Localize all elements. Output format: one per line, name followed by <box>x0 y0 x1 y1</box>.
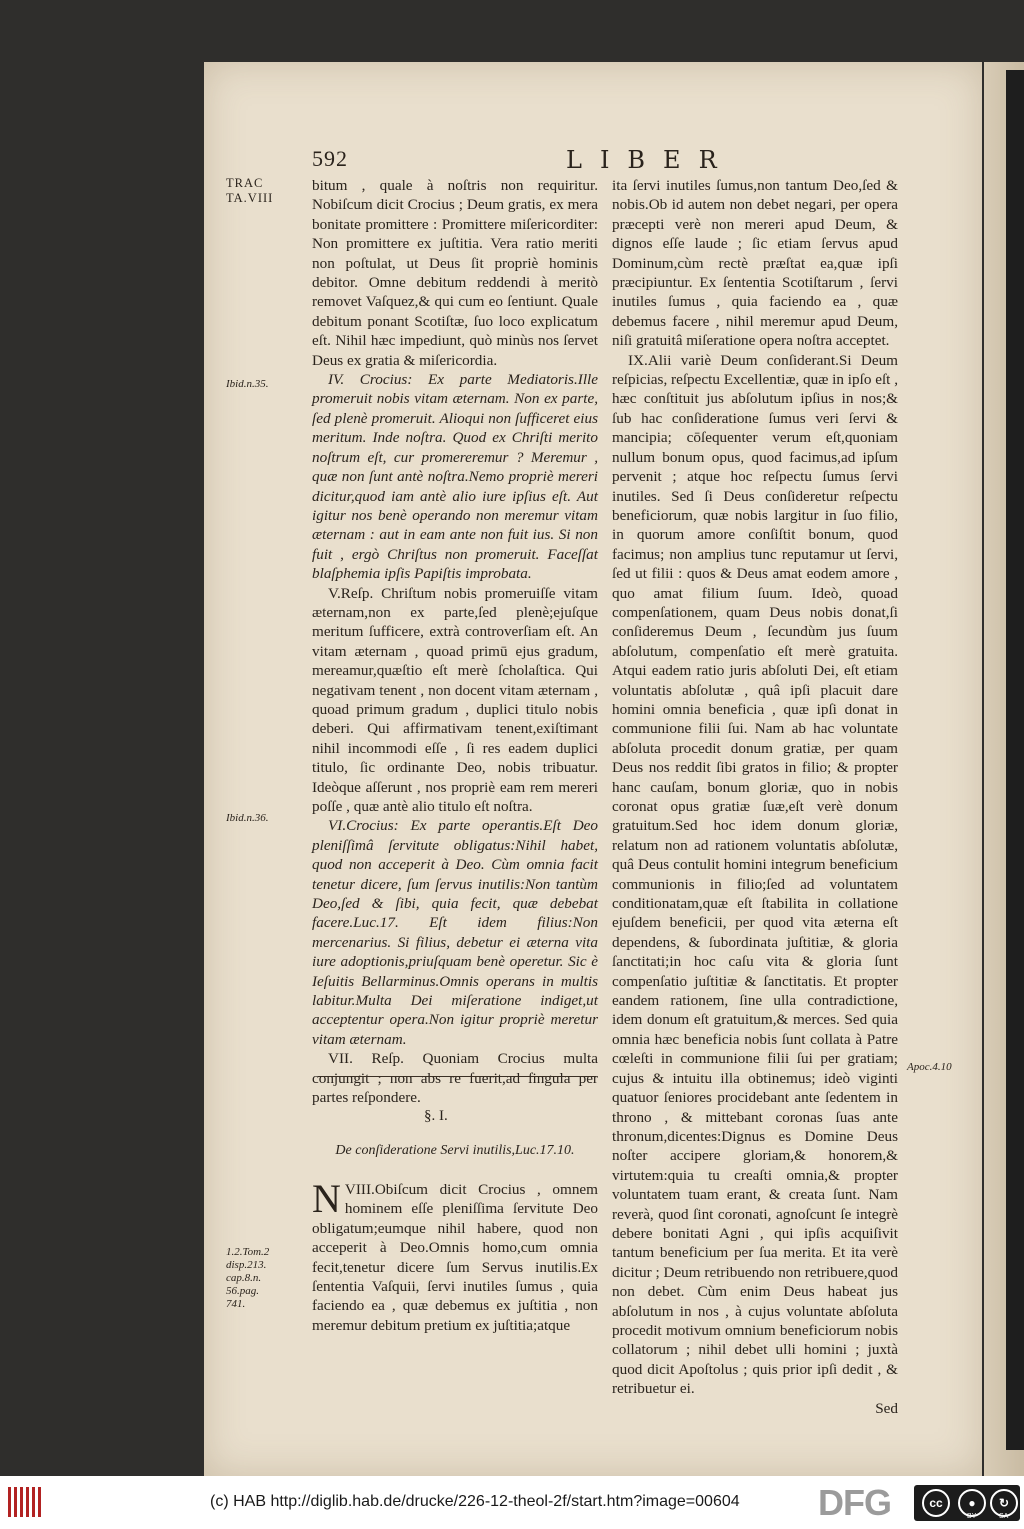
sa-label: SA <box>999 1513 1009 1520</box>
section-subtitle: De conſideratione Servi inutilis,Luc.17.10. <box>335 1143 575 1158</box>
left-column-continued <box>312 1176 598 1335</box>
margin-note-tom: 1.2.Tom.2 disp.213. cap.8.n. 56.pag. 741. <box>226 1246 270 1310</box>
cc-icon: cc <box>922 1489 950 1517</box>
margin-note-trac: TRAC TA.VIII <box>226 176 274 205</box>
paragraph-number: VIII. <box>344 1181 375 1198</box>
section-divider <box>318 1076 596 1079</box>
paragraph <box>312 1176 598 1335</box>
share-alike-icon: ↻ <box>990 1489 1018 1517</box>
paragraph: ita ſervi inutiles ſumus,non tantum Deo,ſed & nobis.Ob id autem non debet negari, per opera præcepti verè non mereri apud Deum, & dignos eſſe laude ; ſic etiam ſervus apud Dominum,cùm rectè præſtat ea,quæ ipſi præcipiuntur. Ex ſententia Scotiſtarum , ſervi inutiles ſumus , quia faciendo ea , quæ debemus facere , nihil meremur apud Deum, niſi gratuitâ miſeratione opera noſtra acceptet. <box>612 177 898 350</box>
hab-logo-icon <box>6 1483 44 1521</box>
paragraph: bitum , quale à noſtris non requiritur. Nobiſcum dicit Crocius ; Deum gratis, ex mera bonitate promittere : Promittere miſericorditer: Non promittere ex juſtitia. Vera ratio meriti non poſtulat, ut Deus ſit propriè hominis debitor. Omne debitum reddendi à meritò removet Vaſquez,& qui cum eo ſentiunt. Quale debitum ponant Scotiſtæ, ſuo loco explicatum eſt. Nihil hæc impediunt, quò minùs nos ſervet Deus ex gratia & miſericordia. <box>312 177 598 369</box>
margin-note-apoc: Apoc.4.10 <box>907 1061 952 1073</box>
left-column <box>312 176 598 1108</box>
margin-note-ibid-36: Ibid.n.36. <box>226 812 269 824</box>
paragraph: IV. Crocius: Ex parte Mediatoris.Ille promeruit nobis vitam æternam. Non ex parte, ſed plenè promeruit. Alioqui non ſufficeret eius meritum. Inde noſtra. Quod ex Chriſti merito noſtrum eſt, cur promereremur ? Meremur , quæ non ſunt antè noſtra.Nemo propriè mereri dicitur,quod iam antè alio iure ipſius eſt. Aut igitur nos benè operando non meremur vitam æternam : aut in eam ante non fuit ius. Si non fuit , ergò Chriſtus non promeruit. Faceſſat blaſphemia ipſis Papiſtis improbata. <box>312 371 598 583</box>
drop-cap: N <box>312 1176 341 1221</box>
cc-license-badge[interactable] <box>914 1485 1020 1521</box>
dfg-logo: DFG <box>818 1482 891 1523</box>
margin-note-ibid-35: Ibid.n.35. <box>226 378 269 390</box>
by-label: BY <box>967 1513 977 1520</box>
paragraph: VI.Crocius: Ex parte operantis.Eſt Deo pleniſſimâ ſervitute obligatus:Nihil habet, quod non acceperit à Deo. Cùm omnia facit tenetur dicere, ſum ſervus inutilis:Non tantùm Deo,ſed & ſibi, quia fecit, quæ debebat facere.Luc.17. Eſt idem filius:Non mercenarius. Si filius, debetur ei æterna vita iure adoptionis,priuſquam benè operetur. Sic è Ieſuitis Bellarminus.Omnis operans in multis labitur.Multa Dei miſeratione indiget,ut acceptentur opera.Non igitur propriè meretur vitam æternam. <box>312 817 598 1048</box>
paragraph: VII. Reſp. Quoniam Crocius multa conjungit ; non abs re fuerit,ad ſingula per partes reſpondere. <box>312 1050 598 1107</box>
running-title: LIBER <box>566 146 735 174</box>
by-person-icon: ● <box>958 1489 986 1517</box>
color-ruler <box>1006 70 1024 1450</box>
paragraph: IX.Alii variè Deum conſiderant.Si Deum reſpicias, reſpectu Excellentiæ, quæ in ipſo eſt , hæc conſtituit jus abſolutum ipſius in nos;& ſub hac conſideratione ſumus veri ſervi & mancipia; cōſequenter verum eſt,quoniam nullum bonum opus, quod facimus,ad ipſum pervenit ; atque hoc reſpectu ſumus ſervi inutiles. Sed ſi Deus conſideretur reſpectu beneficiorum, quæ nobis largitur in ſuo filio, in quorum amore conſiſtit bonum, quod facimus; non amplius tunc reputamur ut ſervi, ſed ut filii : quos & Deus amat eodem amore , quo amat filium ſuum. Ideò, quoad compenſationem, quam Deus nobis donat,ſi conſideremus Deum , ſecundùm jus ſuum abſolutum, compenſatio eſt merè gratuita. Atqui eadem ratio juris abſoluti Dei, eſt etiam voluntatis abſolutæ , quâ ipſi placuit dare homini omnia beneficia , quæ ipſi donat in communione filii ſui. Nam ab hac voluntate abſoluta procedit donum gratiæ, per quam Deus nos reddit ſibi gratos in filio; & propter hanc cauſam, bonum gloriæ, quo in nobis coronat opus gratiæ ſuæ,eſt verè donum gratuitum.Sed hoc idem donum gloriæ, relatum non ad rationem voluntatis abſolutæ, quâ Deus contulit homini integrum beneficium communionis in filio;ſed ad voluntatem conditionatam,quæ eſt ſtabilita in collatione ejuſdem beneficii, per quod vita æterna eſt dependens, & ſubordinata juſtitiæ, & gloria ſanctitati;in hoc caſu vita & gloria ſunt compenſatio juſtitiæ & ſanctitatis. Et propter eandem rationem, ſine ulla contradictione, idem donum eſt gratuitum,& merces. Sed quia omnia hæc beneficia nobis ſunt collata à Patre cœleſti in communione filii ſui per gratiam; cujus & intuitu illa obtinemus; ideò viginti quatuor ſeniores procidebant ante ſedentem in throno , & mittebant coronas ſuas ante thronum,dicentes:Dignus es Domine Deus noſter accipere gloriam,& honorem,& virtutem:quia tu creaſti omnia,& propter voluntatem tuam erant, & creata ſunt. Nam reverà, quod ſint coronati, agnoſcunt ſe integrè debere bonitati Agni , qui ipſis acquiſivit tantum beneficium per ſua merita. Et ita verè dicitur ; Deum retribuendo non retribuere,quod non debet. Cùm enim Deus habeat jus abſolutum in nos , à cujus voluntate abſoluta procedit motivum omnium beneficiorum nobis collatorum ; nihil debet ulli homini ; juxtà quod dicit Apoſtolus ; quis prior ipſi dedit , & retribuetur ei. <box>612 351 898 1398</box>
paragraph-text: Obiſcum dicit Crocius , omnem hominem eſſe pleniſſima ſervitute Deo obligatum;eumque nihil habere, quod non acceperit à Deo.Omnis homo,cum omnia fecit,tenetur dicere ſum Servus inutilis.Ex ſententia Vaſquii, ſervi inutiles ſumus , quia faciendo ea , quæ debemus ex juſtitia , non meremur debitum pretium ex juſtitia;atque <box>312 1181 598 1334</box>
right-column <box>612 176 898 1418</box>
paragraph: V.Reſp. Chriſtum nobis promeruiſſe vitam æternam,non ex parte,ſed plenè;ejuſque meritum ſufficere, extrà controverſiam eſt. An vitam æternam , quoad primū ejus gradum, mereamur,quæſtio eſt merè ſcholaſtica. Qui negativam tenent , non docent vitam æternam , quoad primum gradum , duplici titulo nobis deberi. Qui affirmativam tenent,exiſtimant nihil incommodi eſſe , ſi res eadem duplici titulo, ſic ordinante Deo, nobis tribuatur. Ideòque aſſerunt , nos propriè eam rem mereri poſſe , quæ antè alio titulo eſt noſtra. <box>312 584 598 815</box>
catchword: Sed <box>875 1399 898 1417</box>
section-mark: §. I. <box>424 1108 448 1124</box>
page-number: 592 <box>312 146 348 171</box>
copyright-link[interactable]: (c) HAB http://diglib.hab.de/drucke/226-12-theol-2f/start.htm?image=00604 <box>210 1493 740 1510</box>
